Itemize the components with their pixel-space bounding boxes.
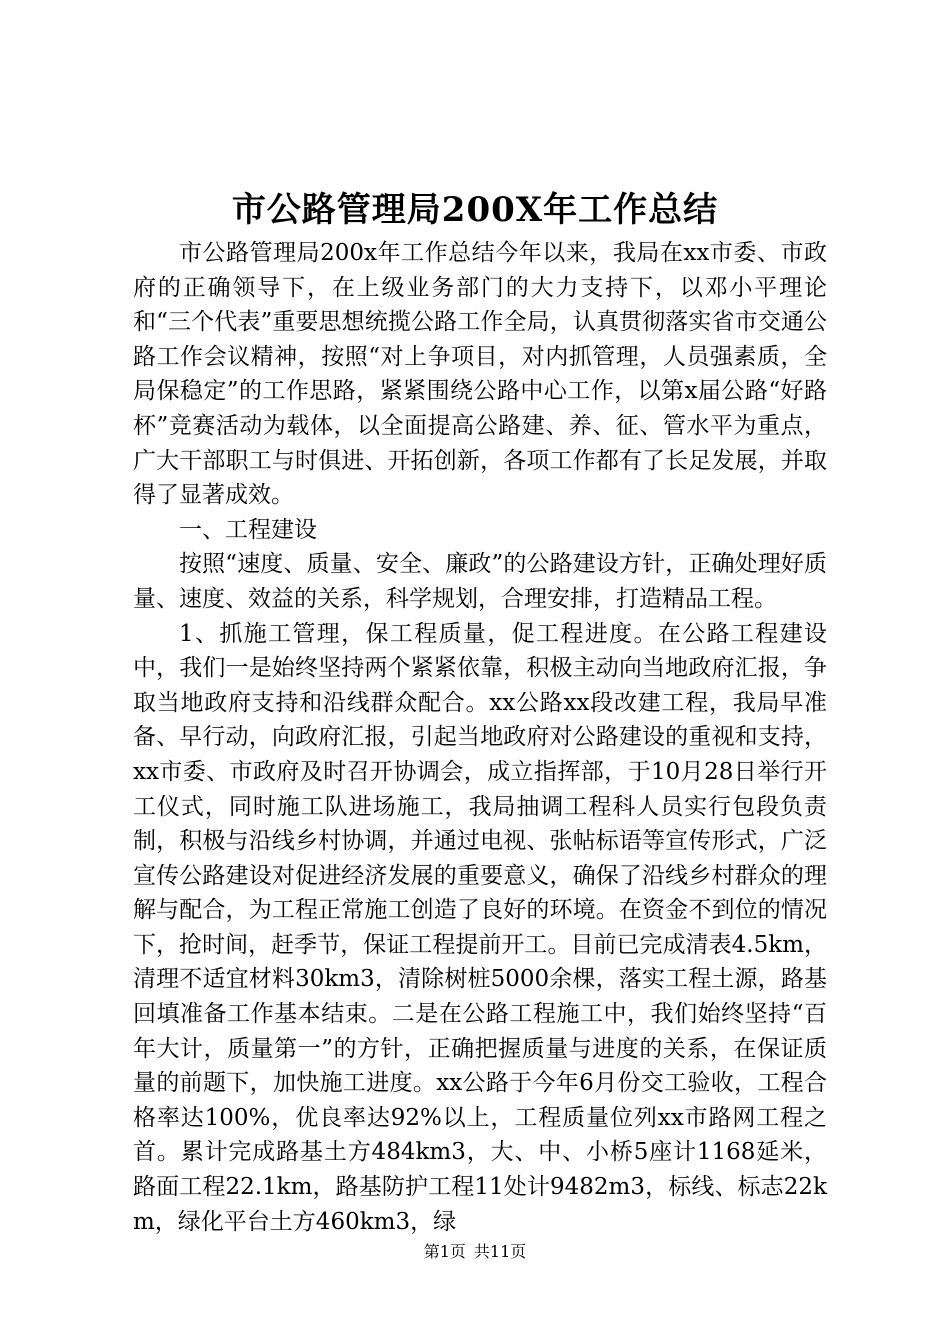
section-heading-engineering: 一、工程建设 — [179, 516, 317, 543]
paragraph-construction-management: 1、抓施工管理，保工程质量，促工程进度。在公路工程建设中，我们一是始终坚持两个紧紧依靠，积极主动向当地政府汇报，争取当地政府支持和沿线群众配合。xx公路xx段改建工程，我局早准备、早行动，向政府汇报，引起当地政府对公路建设的重视和支持，xx市委、市政府及时召开协调会，成立指挥部，于10月28日举行开工仪式，同时施工队进场施工，我局抽调工程科人员实行包段负责制，积极与沿线乡村协调，并通过电视、张帖标语等宣传形式，广泛宣传公路建设对促进经济发展的重要意义，确保了沿线乡村群众的理解与配合，为工程正常施工创造了良好的环境。在资金不到位的情况下，抢时间，赶季节，保证工程提前开工。目前已完成清表4.5km，清理不适宜材料30km3，清除树桩5000余棵，落实工程土源，路基回填准备工作基本结束。二是在公路工程施工中，我们始终坚持“百年大计，质量第一”的方针，正确把握质量与进度的关系，在保证质量的前题下，加快施工进度。xx公路于今年6月份交工验收，工程合格率达100%，优良率达92%以上，工程质量位列xx市路网工程之首。累计完成路基土方484km3，大、中、小桥5座计1168延米，路面工程22.1km，路基防护工程11处计9482m3，标线、标志22km，绿化平台土方460km3，绿 — [133, 620, 827, 1235]
page-number: 第1页 — [423, 1242, 466, 1261]
paragraph-intro: 市公路管理局200x年工作总结今年以来，我局在xx市委、市政府的正确领导下，在上级业务部门的大力支持下，以邓小平理论和“三个代表”重要思想统揽公路工作全局，认真贯彻落实省市交通公路工作会议精神，按照“对上争项目，对内抓管理，人员强素质，全局保稳定”的工作思路，紧紧围绕公路中心工作，以第x届公路“好路杯”竞赛活动为载体，以全面提高公路建、养、征、管水平为重点，广大干部职工与时俱进、开拓创新，各项工作都有了长足发展，并取得了显著成效。 — [133, 240, 827, 509]
document-body — [133, 236, 827, 1239]
page-total: 共11页 — [473, 1242, 527, 1261]
paragraph-policy: 按照“速度、质量、安全、廉政”的公路建设方针，正确处理好质量、速度、效益的关系，科学规划，合理安排，打造精品工程。 — [133, 551, 827, 612]
page-footer — [0, 1240, 950, 1264]
document-title: 市公路管理局200X年工作总结 — [231, 190, 719, 230]
